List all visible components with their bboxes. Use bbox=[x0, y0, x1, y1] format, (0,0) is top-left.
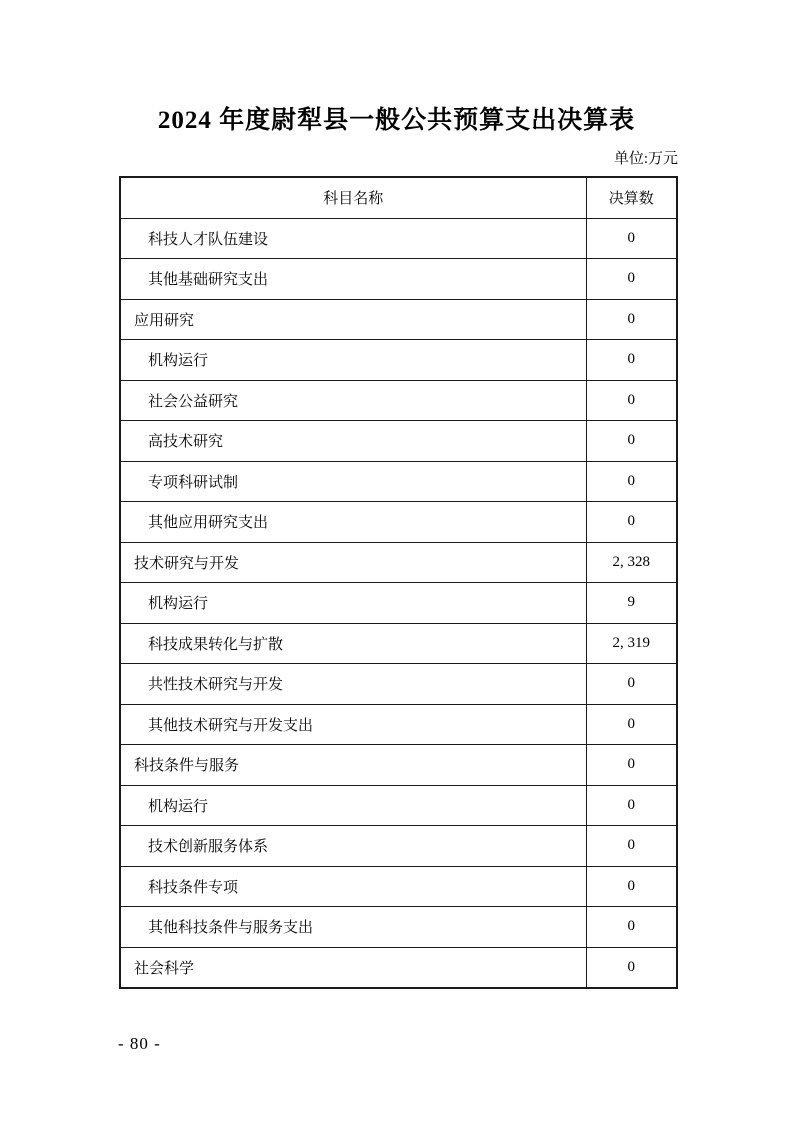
column-header-subject-name: 科目名称 bbox=[120, 177, 586, 218]
table-row bbox=[120, 502, 677, 543]
final-amount-cell: 0 bbox=[586, 947, 677, 988]
table-row bbox=[120, 299, 677, 340]
table-row bbox=[120, 907, 677, 948]
subject-name-cell: 其他基础研究支出 bbox=[120, 259, 586, 300]
table-row bbox=[120, 745, 677, 786]
table-row bbox=[120, 826, 677, 867]
table-row bbox=[120, 623, 677, 664]
table-row bbox=[120, 664, 677, 705]
final-amount-cell: 0 bbox=[586, 421, 677, 462]
final-amount-cell: 0 bbox=[586, 340, 677, 381]
subject-name-cell: 机构运行 bbox=[120, 785, 586, 826]
final-amount-cell: 0 bbox=[586, 299, 677, 340]
table-row bbox=[120, 340, 677, 381]
table-row bbox=[120, 461, 677, 502]
table-header-row bbox=[120, 177, 677, 218]
subject-name-cell: 科技条件与服务 bbox=[120, 745, 586, 786]
subject-name-cell: 机构运行 bbox=[120, 340, 586, 381]
subject-name-cell: 应用研究 bbox=[120, 299, 586, 340]
final-amount-cell: 0 bbox=[586, 259, 677, 300]
table-row bbox=[120, 866, 677, 907]
subject-name-cell: 社会科学 bbox=[120, 947, 586, 988]
subject-name-cell: 其他应用研究支出 bbox=[120, 502, 586, 543]
final-amount-cell: 0 bbox=[586, 461, 677, 502]
final-amount-cell: 9 bbox=[586, 583, 677, 624]
subject-name-cell: 技术创新服务体系 bbox=[120, 826, 586, 867]
subject-name-cell: 机构运行 bbox=[120, 583, 586, 624]
final-amount-cell: 0 bbox=[586, 380, 677, 421]
final-amount-cell: 2, 319 bbox=[586, 623, 677, 664]
final-amount-cell: 0 bbox=[586, 785, 677, 826]
subject-name-cell: 科技条件专项 bbox=[120, 866, 586, 907]
table-row bbox=[120, 218, 677, 259]
subject-name-cell: 科技成果转化与扩散 bbox=[120, 623, 586, 664]
subject-name-cell: 其他科技条件与服务支出 bbox=[120, 907, 586, 948]
subject-name-cell: 高技术研究 bbox=[120, 421, 586, 462]
table-row bbox=[120, 704, 677, 745]
column-header-final-amount: 决算数 bbox=[586, 177, 677, 218]
final-amount-cell: 0 bbox=[586, 664, 677, 705]
final-amount-cell: 0 bbox=[586, 826, 677, 867]
page-number: - 80 - bbox=[118, 1034, 161, 1053]
table-row bbox=[120, 947, 677, 988]
subject-name-cell: 共性技术研究与开发 bbox=[120, 664, 586, 705]
budget-table bbox=[119, 176, 678, 989]
final-amount-cell: 2, 328 bbox=[586, 542, 677, 583]
subject-name-cell: 科技人才队伍建设 bbox=[120, 218, 586, 259]
page-title: 2024 年度尉犁县一般公共预算支出决算表 bbox=[157, 107, 636, 134]
final-amount-cell: 0 bbox=[586, 866, 677, 907]
table-row bbox=[120, 583, 677, 624]
unit-label: 单位:万元 bbox=[613, 151, 678, 167]
table-row bbox=[120, 380, 677, 421]
subject-name-cell: 技术研究与开发 bbox=[120, 542, 586, 583]
table-row bbox=[120, 421, 677, 462]
final-amount-cell: 0 bbox=[586, 907, 677, 948]
final-amount-cell: 0 bbox=[586, 704, 677, 745]
table-row bbox=[120, 785, 677, 826]
table-row bbox=[120, 259, 677, 300]
table-row bbox=[120, 542, 677, 583]
subject-name-cell: 社会公益研究 bbox=[120, 380, 586, 421]
final-amount-cell: 0 bbox=[586, 502, 677, 543]
subject-name-cell: 其他技术研究与开发支出 bbox=[120, 704, 586, 745]
final-amount-cell: 0 bbox=[586, 745, 677, 786]
subject-name-cell: 专项科研试制 bbox=[120, 461, 586, 502]
final-amount-cell: 0 bbox=[586, 218, 677, 259]
